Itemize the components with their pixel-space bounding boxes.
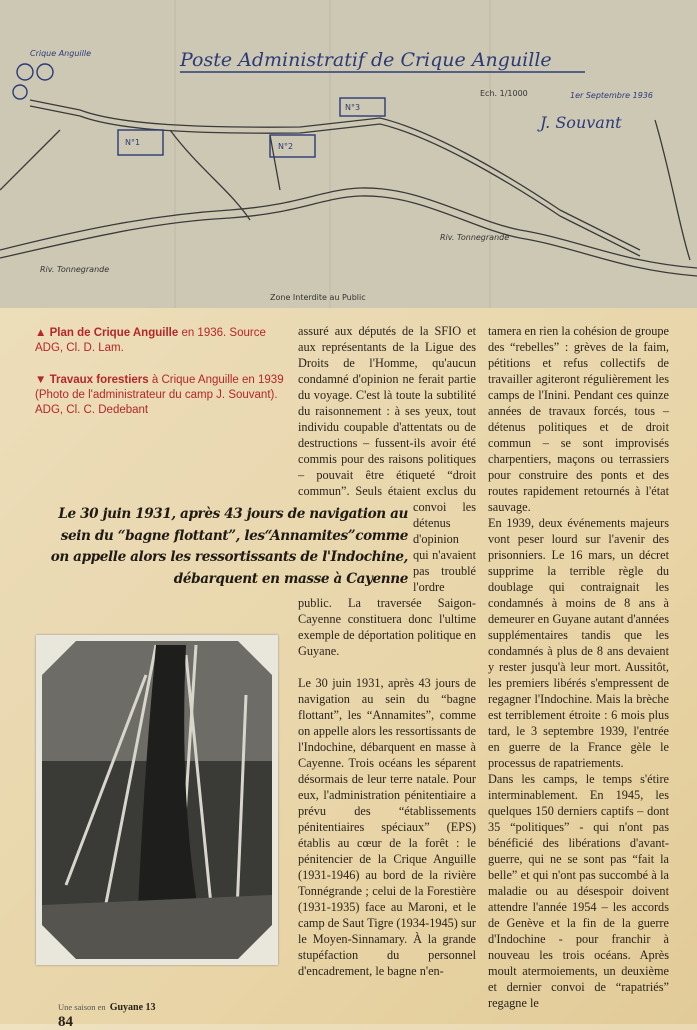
signature: J. Souvant [540, 113, 622, 132]
paragraph: En 1939, deux événements majeurs vont peser lourd sur l'avenir des prisonniers. Le 16 mars, un décret supprime la terrible règle du doublage qui contraignait les condamnés à moins de 8 ans à demeurer en Guyane autant d'années supplémentaires tandis que les condamnés à plus de 8 ans devaient y rester jusqu'à leur mort. Aussitôt, les premiers libérés s'empressent de regagner l'Indochine. Mais la brèche est terriblement étroite : 6 mois plus tard, le 3 septembre 1939, l'entrée en guerre de la France gèle le processus de rapatriements. [488, 516, 669, 770]
map-label: N°3 [345, 103, 361, 112]
map-label: Riv. Tonnegrande [440, 233, 510, 242]
triangle-down-icon: ▼ [35, 374, 47, 386]
map-label: N°2 [278, 142, 294, 151]
caption-text: à Crique Anguille en 1939 (Photo de l'administrateur du camp J. Souvant). ADG, Cl. C. Dedebant [35, 374, 284, 416]
map-label: Ech. 1/1000 [480, 89, 528, 98]
forest-work-photo [36, 635, 278, 965]
column-2-text-a: assuré aux députés de la SFIO et aux représentants de la Ligue des Droits de l'Homme, qu'aucun condamné d'opinion ne ferait partie du voyage. C'est là toute la subtilité du raisonnement : à ses yeux, tout individu coupable d'attentats ou de destructions – fussent-ils avoir été commis pour des raisons politiques – pouvait être étiqueté “droit commun”. Seuls [298, 324, 476, 498]
pull-quote-space [298, 501, 413, 593]
column-2 [298, 323, 476, 979]
caption-title: Plan de Crique Anguille [49, 327, 179, 339]
paragraph: tamera en rien la cohésion de groupe des “rebelles” : grèves de la faim, pétitions et refus collectifs de travailler agiteront régulièrement les camps de l'Inini. Pendant ces quinze années de travaux forcés, tous – détenus politiques et de droit commun – se sont improvisés charpentiers, maçons ou terrassiers pour construire des ponts et des routes rapidement retournés à l'état sauvage. [488, 324, 669, 514]
paragraph: Dans les camps, le temps s'étire interminablement. En 1945, les quelques 150 derniers captifs – dont 35 “politiques” - qui n'ont pas bénéficié des libérations d'avant-guerre, qui ne se sont pas “fait la belle” et qui n'ont pas succombé à la maladie ou au désespoir doivent attendre l'année 1954 – les accords de Genève et la fin de la guerre d'Indochine - pour franchir à nouveau les trois océans. Après moult atermoiements, un deuxième et dernier convoi de “rapatriés” regagne le [488, 772, 669, 1010]
folio-prefix: Une saison en [58, 1002, 106, 1012]
caption-map [35, 326, 285, 356]
map-label: Zone Interdite au Public [270, 293, 366, 302]
map-image [0, 0, 697, 308]
map-label: N°1 [125, 138, 141, 147]
map-title: Poste Administratif de Crique Anguille [180, 49, 552, 71]
pull-quote: Le 30 juin 1931, après 43 jours de navigation au sein du “bagne flottant”, les“Annamites”comme on appelle alors les ressortissants de l'Indochine, débarquent en masse à Cayenne [50, 506, 408, 587]
column-2-text-c: pas troublé l'ordre public. La traversée Saigon-Cayenne constituera donc l'ultime exemple de déportation politique en Guyane. [298, 564, 476, 658]
column-3 [488, 323, 669, 1011]
paragraph: Le 30 juin 1931, après 43 jours de navigation au sein du “bagne flottant”, les “Annamites”, comme on appelle alors les ressortissants de l'Indochine, débarquent en masse à Cayenne. Trois océans les séparent désormais de leur terre natale. Pour eux, l'administration pénitentiaire a prévu des “établissements pénitentiaires spéciaux” (EPS) établis au cœur de la forêt : le pénitencier de la Crique Anguille (1931-1946) au bord de la rivière Tonnégrande ; celui de la Forestière (1931-1935) face au Maroni, et le camp de Saut Tigre (1934-1945) sur le Moyen-Sinnamary. À la grande stupéfaction du personnel d'encadrement, le bagne n'en- [298, 676, 476, 978]
caption-text: en 1936. Source ADG, Cl. D. Lam. [35, 327, 266, 354]
column-2-text-b: étaient exclus du convoi les détenus d'opinion qui n'avaient [387, 484, 476, 562]
caption-photo [35, 373, 285, 418]
map-label: Riv. Tonnegrande [40, 265, 110, 274]
triangle-up-icon: ▲ [35, 327, 47, 339]
caption-title: Travaux forestiers [49, 374, 149, 386]
page-number: 84 [58, 1014, 73, 1030]
paragraph [298, 323, 476, 659]
map-label: Crique Anguille [30, 49, 91, 58]
page-folio [58, 997, 156, 1029]
map-label: 1er Septembre 1936 [570, 91, 653, 100]
magazine-name: Guyane 13 [109, 1002, 156, 1013]
